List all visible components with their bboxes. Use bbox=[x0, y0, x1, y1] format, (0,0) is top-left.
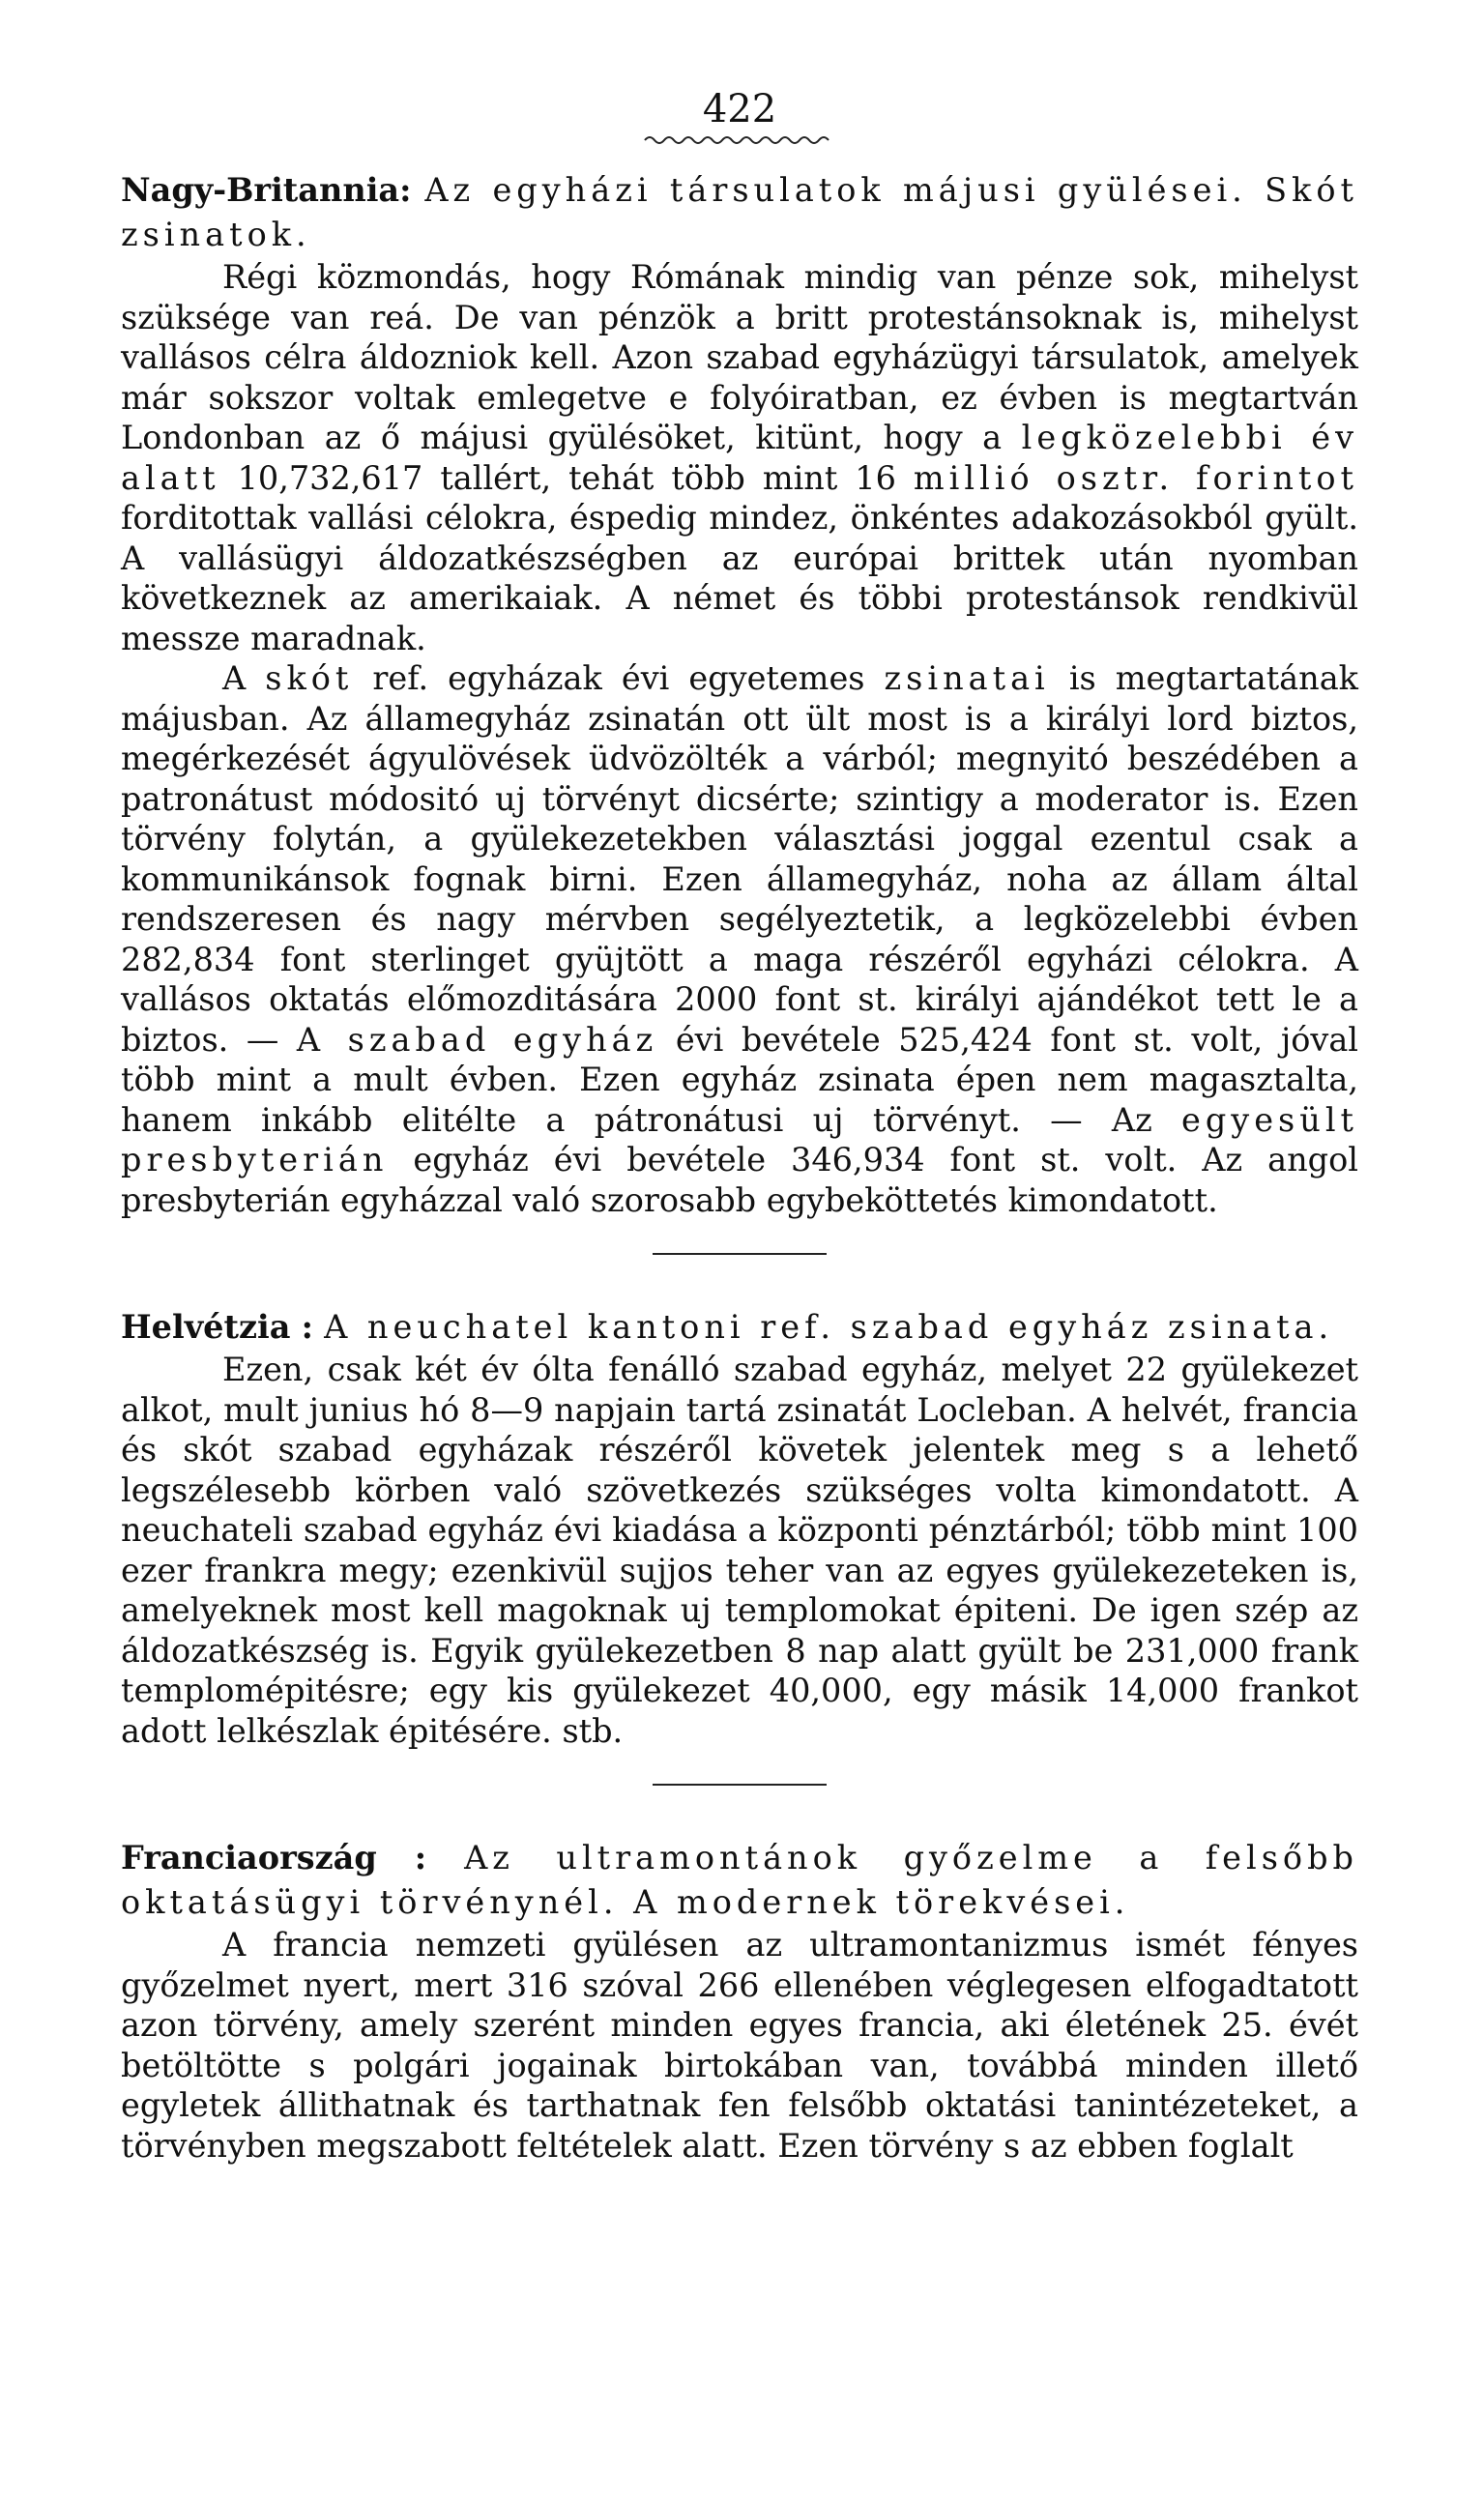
country-name: Helvétzia bbox=[121, 1308, 291, 1346]
page bbox=[121, 87, 1358, 2166]
section-topic: A neuchatel kantoni ref. szabad egyház zsinata. bbox=[324, 1308, 1334, 1346]
section-topic: Az ultramontánok győzelme a felsőbb oktatásügyi törvénynél. A modernek törekvései. bbox=[121, 1839, 1358, 1921]
paragraph bbox=[121, 658, 1358, 1220]
spaced-emphasis: legközelebbi év alatt bbox=[121, 419, 1358, 497]
section-divider bbox=[653, 1253, 827, 1255]
spaced-emphasis: A szabad egyház bbox=[296, 1020, 658, 1059]
page-number: 422 bbox=[702, 87, 777, 131]
section-heading bbox=[121, 1836, 1358, 1925]
heading-colon: : bbox=[414, 1839, 427, 1876]
paragraph bbox=[121, 257, 1358, 658]
text-run: forditottak vallási célokra, éspedig mindez, önkéntes adakozásokból gyült. A vallásügyi áldozatkészségben az európai brittek után nyomban következnek az amerikaiak. A német és többi protestánsok rendkivül messze maradnak. bbox=[121, 499, 1358, 657]
section-heading bbox=[121, 168, 1358, 257]
heading-colon: : bbox=[301, 1308, 313, 1346]
section-topic: Az egyházi társulatok májusi gyülései. Skót zsinatok. bbox=[121, 171, 1358, 253]
wavy-ornament-icon bbox=[643, 133, 836, 147]
section-franciaorszag bbox=[121, 1836, 1358, 2166]
spaced-emphasis: egyesült presbyterián bbox=[121, 1100, 1358, 1178]
spaced-emphasis: zsinatai bbox=[884, 659, 1050, 697]
text-run: 10,732,617 tallért, tehát több mint 16 bbox=[237, 458, 896, 497]
spaced-emphasis: skót bbox=[265, 659, 354, 697]
text-run: is megtartatának májusban. Az államegyház zsinatán ott ült most is a királyi lord biztos, megérkezését ágyulövések üdvözölték a várból; megnyitó beszédében a patronátust módositó uj törvényt dicsérte; szintigy a moderator is. Ezen törvény folytán, a gyülekezetekben választási joggal ezentul csak a kommunikánsok fognak birni. Ezen államegyház, noha az állam által rendszeresen és nagy mérvben segélyeztetik, a legközelebbi évben 282,834 font sterlinget gyüjtött a maga részéről egyházi célokra. A vallásos oktatás előmozditására 2000 font st. királyi ajándékot tett le a biztos. — bbox=[121, 659, 1358, 1059]
text-run: egyház évi bevétele 346,934 font st. volt. Az angol presbyterián egyházzal való szorosabb egybeköttetés kimondatott. bbox=[121, 1141, 1358, 1219]
text-run: Régi közmondás, hogy Rómának mindig van pénze sok, mihelyst szüksége van reá. De van pénzök a britt protestánsoknak is, mihelyst vallásos célra áldozniok kell. Azon szabad egyházügyi társulatok, amelyek már sokszor voltak emlegetve e folyóiratban, ez évben is megtartván Londonban az ő májusi gyülésöket, kitünt, hogy a bbox=[121, 258, 1358, 456]
paragraph: Ezen, csak két év ólta fenálló szabad egyház, melyet 22 gyülekezet alkot, mult junius hó 8—9 napjain tartá zsinatát Locleban. A helvét, francia és skót szabad egyházak részéről követek jelentek meg s a lehető legszélesebb körben való szövetkezés szükséges volta kimondatott. A neuchateli szabad egyház évi kiadása a központi pénztárból; több mint 100 ezer frankra megy; ezenkivül sujjos teher van az egyes gyülekezeteken is, amelyeknek most kell magoknak uj templomokat épiteni. De igen szép az áldozatkészség is. Egyik gyülekezetben 8 nap alatt gyült be 231,000 frank templomépitésre; egy kis gyülekezet 40,000, egy másik 14,000 frankot adott lelkészlak épitésére. stb. bbox=[121, 1351, 1358, 1750]
text-run: ref. egyházak évi egyetemes bbox=[372, 659, 865, 697]
country-name: Nagy-Britannia bbox=[121, 171, 400, 209]
heading-colon: : bbox=[399, 171, 412, 209]
text-run: évi bevétele 525,424 font st. volt, jóval több mint a mult évben. Ezen egyház zsinata épen nem magasztalta, hanem inkább elitélte a pátronátusi uj törvényt. — Az bbox=[121, 1020, 1359, 1139]
section-helvetzia bbox=[121, 1305, 1358, 1751]
section-divider bbox=[653, 1784, 827, 1786]
paragraph: A francia nemzeti gyülésen az ultramontanizmus ismét fényes győzelmet nyert, mert 316 szóval 266 ellenében véglegesen elfogadtatott azon törvény, amely szerént minden egyes francia, aki életének 25. évét betöltötte s polgári jogainak birtokában van, továbbá minden illető egyletek állithatnak és tarthatnak fen felsőbb oktatási tanintézeteket, a törvényben megszabott feltételek alatt. Ezen törvény s az ebben foglalt bbox=[121, 1926, 1358, 2165]
section-heading bbox=[121, 1305, 1358, 1350]
text-run: A bbox=[222, 659, 247, 697]
section-nagy-britannia bbox=[121, 168, 1358, 1220]
country-name: Franciaország bbox=[121, 1839, 377, 1876]
spaced-emphasis: millió osztr. forintot bbox=[913, 458, 1359, 497]
